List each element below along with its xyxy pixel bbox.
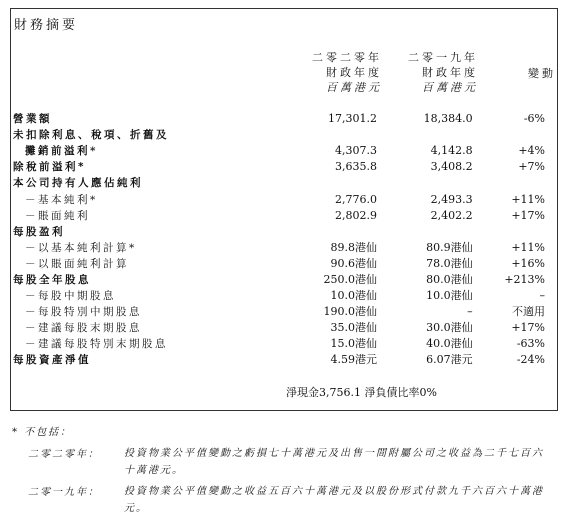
value-2019: 2,402.2: [430, 208, 473, 222]
table-row: [13, 352, 545, 368]
table-row: [13, 175, 545, 191]
note-year-2019: 二零一九年：: [28, 487, 100, 498]
row-label: 未扣除利息、稅項、折舊及: [13, 129, 169, 142]
value-2020: 15.0港仙: [330, 337, 378, 351]
note-text-2019: 投資物業公平值變動之收益五百六十萬港元及以股份形式付款九千六百六十萬港元。: [124, 486, 544, 514]
row-label: －建議每股末期股息: [25, 322, 142, 335]
value-2020: [279, 175, 377, 191]
net-cash-note: 淨現金3,756.1 淨負債比率0%: [286, 386, 437, 399]
table-row: [13, 191, 545, 207]
page-title: 財務摘要: [14, 18, 79, 33]
note-text-2020: 投資物業公平值變動之虧損七十萬港元及出售一間附屬公司之收益為二千七百六十萬港元。: [124, 448, 544, 476]
table-row: [13, 272, 545, 288]
table-row: [13, 127, 545, 143]
column-header-2019-unit: 百萬港元: [422, 81, 478, 94]
column-header-2020-fy: 財政年度: [326, 66, 382, 79]
value-2019: 18,384.0: [423, 112, 473, 126]
value-change: +7%: [518, 160, 545, 174]
value-change: -63%: [516, 337, 545, 351]
row-label: 攤銷前溢利*: [25, 145, 98, 158]
value-2019: 10.0港仙: [426, 289, 473, 303]
value-change: +16%: [511, 256, 545, 270]
value-2020: 17,301.2: [328, 112, 378, 126]
column-header-2019: [358, 50, 478, 95]
value-2019: 80.9港仙: [426, 240, 473, 254]
value-2020: 190.0港仙: [323, 305, 378, 319]
value-2020: 4.59港元: [330, 353, 378, 367]
column-header-2019-year: 二零一九年: [408, 51, 478, 64]
row-label: －以基本純利計算*: [25, 241, 137, 254]
table-row: [13, 288, 545, 304]
row-label: －基本純利*: [25, 193, 98, 206]
column-header-change: 變動: [528, 67, 556, 80]
value-2020: 250.0港仙: [323, 272, 378, 286]
value-2020: 4,307.3: [335, 144, 378, 158]
value-change: +17%: [511, 208, 545, 222]
value-2020: 35.0港仙: [330, 321, 378, 335]
row-label: －每股中期股息: [25, 290, 116, 303]
value-2020: 3,635.8: [335, 160, 378, 174]
value-change: [473, 127, 545, 143]
table-row: [13, 336, 545, 352]
column-header-2020-unit: 百萬港元: [326, 81, 382, 94]
table-row: [13, 256, 545, 272]
table-row: [13, 208, 545, 224]
notes-title: * 不包括：: [12, 427, 73, 438]
value-change: +213%: [504, 272, 545, 286]
value-2019: [377, 224, 473, 240]
table-row: [13, 159, 545, 175]
value-2019: –: [467, 305, 473, 319]
financial-table: [13, 111, 545, 369]
row-label: 本公司持有人應佔純利: [13, 177, 143, 190]
table-row: [13, 111, 545, 127]
value-2020: 2,776.0: [335, 192, 378, 206]
row-label: 營業額: [13, 113, 52, 126]
value-change: 不適用: [512, 305, 545, 319]
value-2019: 80.0港仙: [426, 272, 473, 286]
note-year-2020: 二零二零年：: [28, 449, 100, 460]
value-change: –: [539, 289, 545, 303]
column-header-2020-year: 二零二零年: [312, 51, 382, 64]
value-2019: [377, 175, 473, 191]
value-change: -24%: [516, 353, 545, 367]
table-row: [13, 224, 545, 240]
value-change: +4%: [518, 144, 545, 158]
row-label: －以賬面純利計算: [25, 257, 129, 270]
value-2020: [279, 127, 377, 143]
row-label: 除稅前溢利*: [13, 161, 86, 174]
table-row: [13, 320, 545, 336]
table-row: [13, 304, 545, 320]
value-2020: 89.8港仙: [330, 240, 378, 254]
value-2019: 40.0港仙: [426, 337, 473, 351]
value-change: +11%: [511, 192, 545, 206]
value-change: [473, 175, 545, 191]
row-label: 每股資產淨值: [13, 354, 91, 367]
value-change: -6%: [523, 112, 545, 126]
column-header-2019-fy: 財政年度: [422, 66, 478, 79]
value-2020: 2,802.9: [335, 208, 378, 222]
value-2019: 3,408.2: [430, 160, 473, 174]
value-2019: 2,493.3: [430, 192, 473, 206]
row-label: －建議每股特別末期股息: [25, 338, 168, 351]
value-2019: 78.0港仙: [426, 256, 473, 270]
row-label: －每股特別中期股息: [25, 306, 142, 319]
value-2020: [279, 224, 377, 240]
table-row: [13, 240, 545, 256]
row-label: 每股全年股息: [13, 273, 91, 286]
value-change: [473, 224, 545, 240]
table-row: [13, 143, 545, 159]
value-2019: 6.07港元: [426, 353, 473, 367]
row-label: －賬面純利: [25, 209, 90, 222]
value-2019: 4,142.8: [430, 144, 473, 158]
value-change: +11%: [511, 240, 545, 254]
value-2020: 90.6港仙: [330, 256, 378, 270]
value-2019: [377, 127, 473, 143]
value-2020: 10.0港仙: [330, 289, 378, 303]
value-change: +17%: [511, 321, 545, 335]
row-label: 每股盈利: [13, 225, 65, 238]
value-2019: 30.0港仙: [426, 321, 473, 335]
